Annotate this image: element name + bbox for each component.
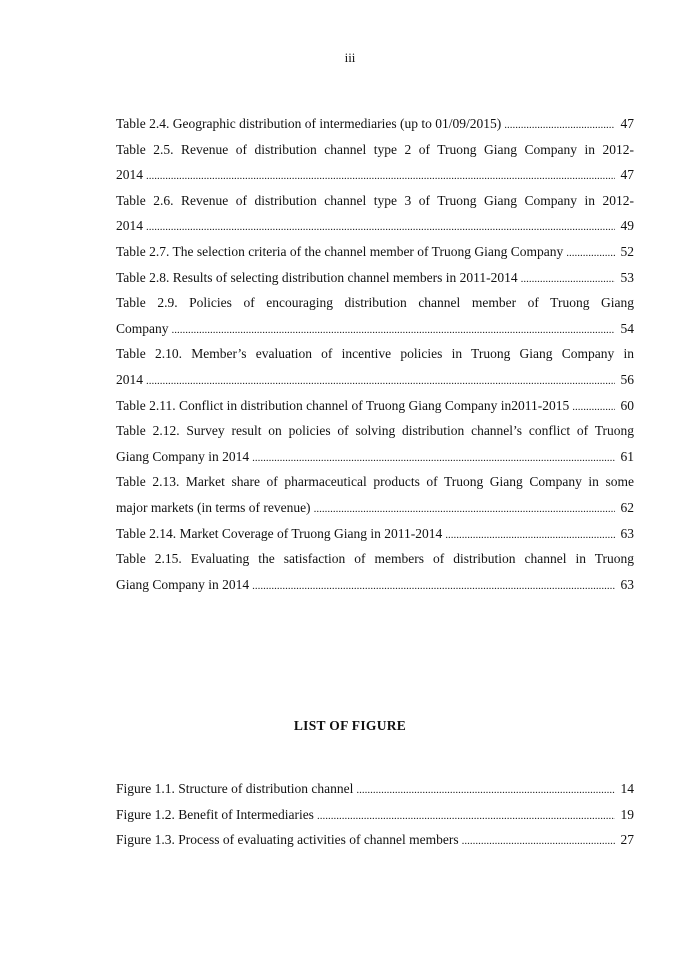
table-entry-title: Table 2.14. Market Coverage of Truong Giang in 2011-2014 bbox=[116, 525, 443, 541]
table-entry[interactable] bbox=[116, 137, 634, 188]
table-entry-page-number: 53 bbox=[620, 269, 634, 285]
table-entry-page-number: 54 bbox=[620, 320, 634, 336]
table-entry-page-number: 61 bbox=[620, 448, 634, 464]
figure-entry-title: Figure 1.1. Structure of distribution channel bbox=[116, 781, 354, 796]
dot-leader bbox=[252, 574, 615, 600]
table-entry-wrapped-line: Table 2.9. Policies of encouraging distribution channel member of Truong Giang bbox=[116, 295, 634, 311]
table-entry-title: Giang Company in 2014 bbox=[116, 576, 250, 592]
table-entry[interactable] bbox=[116, 521, 634, 547]
table-entry-title: Table 2.4. Geographic distribution of intermediaries (up to 01/09/2015) bbox=[116, 116, 502, 131]
table-entry-page-number: 47 bbox=[620, 116, 634, 131]
figure-entry[interactable] bbox=[116, 802, 634, 828]
figure-entry-title: Figure 1.3. Process of evaluating activities of channel members bbox=[116, 832, 459, 848]
table-entry[interactable] bbox=[116, 469, 634, 520]
list-of-figure-heading: LIST OF FIGURE bbox=[293, 718, 407, 733]
table-entry-wrapped-line: Table 2.10. Member’s evaluation of incentive policies in Truong Giang Company in bbox=[116, 346, 634, 362]
table-entry-page-number: 49 bbox=[620, 218, 634, 234]
list-of-tables bbox=[116, 111, 634, 597]
table-entry-page-number: 56 bbox=[620, 371, 634, 387]
dot-leader bbox=[146, 215, 615, 241]
table-entry-title: Table 2.11. Conflict in distribution channel of Truong Giang Company in2011-2015 bbox=[116, 397, 570, 413]
dot-leader bbox=[521, 267, 615, 293]
table-entry[interactable] bbox=[116, 265, 634, 291]
table-entry[interactable] bbox=[116, 290, 634, 341]
dot-leader bbox=[172, 318, 616, 344]
table-entry-wrapped-line: Table 2.12. Survey result on policies of solving distribution channel’s conflict of Truong bbox=[116, 423, 634, 439]
table-entry-title: Giang Company in 2014 bbox=[116, 448, 250, 464]
table-entry-title: major markets (in terms of revenue) bbox=[116, 499, 311, 515]
table-entry-title: Table 2.8. Results of selecting distribution channel members in 2011-2014 bbox=[116, 269, 518, 285]
table-entry-title: 2014 bbox=[116, 371, 143, 387]
dot-leader bbox=[445, 523, 615, 549]
table-entry-wrapped-line: Table 2.15. Evaluating the satisfaction of members of distribution channel in Truong bbox=[116, 551, 634, 567]
table-entry[interactable] bbox=[116, 418, 634, 469]
dot-leader bbox=[356, 778, 615, 804]
table-entry-page-number: 63 bbox=[620, 525, 634, 541]
dot-leader bbox=[317, 804, 615, 830]
table-entry[interactable] bbox=[116, 546, 634, 597]
figure-entry-title: Figure 1.2. Benefit of Intermediaries bbox=[116, 806, 314, 822]
dot-leader bbox=[566, 241, 615, 267]
dot-leader bbox=[504, 113, 615, 139]
table-entry-page-number: 62 bbox=[620, 499, 634, 515]
page-number: iii bbox=[344, 50, 356, 65]
dot-leader bbox=[146, 369, 615, 395]
dot-leader bbox=[146, 164, 615, 190]
table-entry[interactable] bbox=[116, 188, 634, 239]
figure-entry[interactable] bbox=[116, 776, 634, 802]
table-entry-title: Company bbox=[116, 320, 169, 336]
dot-leader bbox=[252, 446, 615, 472]
dot-leader bbox=[314, 497, 615, 523]
table-entry-page-number: 47 bbox=[620, 167, 634, 183]
table-entry[interactable] bbox=[116, 341, 634, 392]
table-entry[interactable] bbox=[116, 393, 634, 419]
table-entry-wrapped-line: Table 2.6. Revenue of distribution channel type 3 of Truong Giang Company in 2012- bbox=[116, 192, 634, 208]
table-entry-page-number: 60 bbox=[620, 397, 634, 413]
table-entry-title: 2014 bbox=[116, 218, 143, 234]
table-entry-title: 2014 bbox=[116, 167, 143, 183]
table-entry-page-number: 52 bbox=[620, 243, 634, 259]
figure-entry-page-number: 27 bbox=[620, 832, 634, 848]
table-entry-wrapped-line: Table 2.5. Revenue of distribution channel type 2 of Truong Giang Company in 2012- bbox=[116, 141, 634, 157]
table-entry[interactable] bbox=[116, 111, 634, 137]
dot-leader bbox=[572, 395, 615, 421]
table-entry-title: Table 2.7. The selection criteria of the channel member of Truong Giang Company bbox=[116, 243, 564, 259]
figure-entry-page-number: 14 bbox=[620, 781, 634, 796]
dot-leader bbox=[462, 829, 615, 855]
table-entry-page-number: 63 bbox=[620, 576, 634, 592]
list-of-figures bbox=[116, 776, 634, 853]
table-entry[interactable] bbox=[116, 239, 634, 265]
figure-entry[interactable] bbox=[116, 827, 634, 853]
figure-entry-page-number: 19 bbox=[620, 806, 634, 822]
table-entry-wrapped-line: Table 2.13. Market share of pharmaceutical products of Truong Giang Company in some bbox=[116, 474, 634, 490]
